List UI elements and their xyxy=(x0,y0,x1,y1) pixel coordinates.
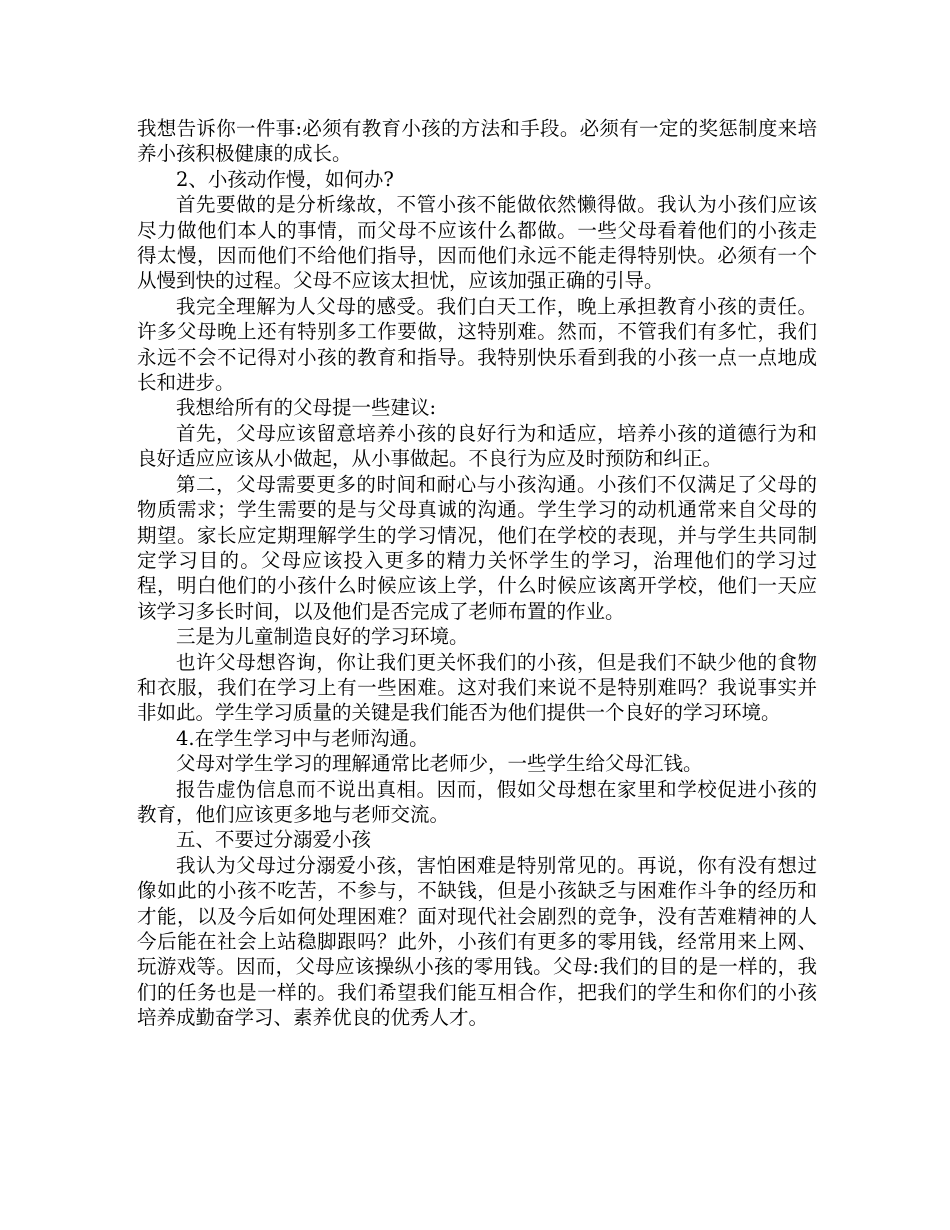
section-heading: 五、不要过分溺爱小孩 xyxy=(176,828,372,852)
paragraph: 三是为儿童制造良好的学习环境。 xyxy=(176,625,469,649)
paragraph: 我想告诉你一件事:必须有教育小孩的方法和手段。必须有一定的奖惩制度来培养小孩积极健康的成长。 xyxy=(137,117,817,166)
paragraph: 也许父母想咨询，你让我们更关怀我们的小孩，但是我们不缺少他的食物和衣服，我们在学习上有一些困难。这对我们来说不是特别难吗？我说事实并非如此。学生学习质量的关键是我们能否为他们提供一个良好的学习环境。 xyxy=(137,650,817,725)
paragraph: 首先，父母应该留意培养小孩的良好行为和适应，培养小孩的道德行为和良好适应应该从小做起，从小事做起。不良行为应及时预防和纠正。 xyxy=(137,421,817,471)
section-heading: 4.在学生学习中与老师沟通。 xyxy=(176,726,429,750)
paragraph: 第二，父母需要更多的时间和耐心与小孩沟通。小孩们不仅满足了父母的物质需求；学生需要的是与父母真诚的沟通。学生学习的动机通常来自父母的期望。家长应定期理解学生的学习情况，他们在学校的表现，并与学生共同制定学习目的。父母应该投入更多的精力关怀学生的学习，治理他们的学习过程，明白他们的小孩什么时候应该上学，什么时候应该离开学校，他们一天应该学习多长时间，以及他们是否完成了老师布置的作业。 xyxy=(137,472,817,623)
paragraph: 我完全理解为人父母的感受。我们白天工作，晚上承担教育小孩的责任。许多父母晚上还有特别多工作要做，这特别难。然而，不管我们有多忙，我们永远不会不记得对小孩的教育和指导。我特别快乐看到我的小孩一点一点地成长和进步。 xyxy=(137,294,817,395)
paragraph: 首先要做的是分析缘故，不管小孩不能做依然懒得做。我认为小孩们应该尽力做他们本人的事情，而父母不应该什么都做。一些父母看着他们的小孩走得太慢，因而他们不给他们指导，因而他们永远不能走得特别快。必须有一个从慢到快的过程。父母不应该太担忧，应该加强正确的引导。 xyxy=(137,193,817,293)
paragraph: 我认为父母过分溺爱小孩，害怕困难是特别常见的。再说，你有没有想过像如此的小孩不吃苦，不参与，不缺钱，但是小孩缺乏与困难作斗争的经历和才能，以及今后如何处理困难？面对现代社会剧烈的竞争，没有苦难精神的人今后能在社会上站稳脚跟吗？此外，小孩们有更多的零用钱，经常用来上网、玩游戏等。因而，父母应该操纵小孩的零用钱。父母:我们的目的是一样的，我们的任务也是一样的。我们希望我们能互相合作，把我们的学生和你们的小孩培养成勤奋学习、素养优良的优秀人才。 xyxy=(137,853,817,1030)
section-heading: 2、小孩动作慢，如何办? xyxy=(176,167,394,191)
document-body xyxy=(137,116,817,1031)
paragraph: 我想给所有的父母提一些建议: xyxy=(176,396,437,420)
paragraph: 报告虚伪信息而不说出真相。因而，假如父母想在家里和学校促进小孩的教育，他们应该更多地与老师交流。 xyxy=(137,777,817,826)
paragraph: 父母对学生学习的理解通常比老师少，一些学生给父母汇钱。 xyxy=(176,752,703,776)
